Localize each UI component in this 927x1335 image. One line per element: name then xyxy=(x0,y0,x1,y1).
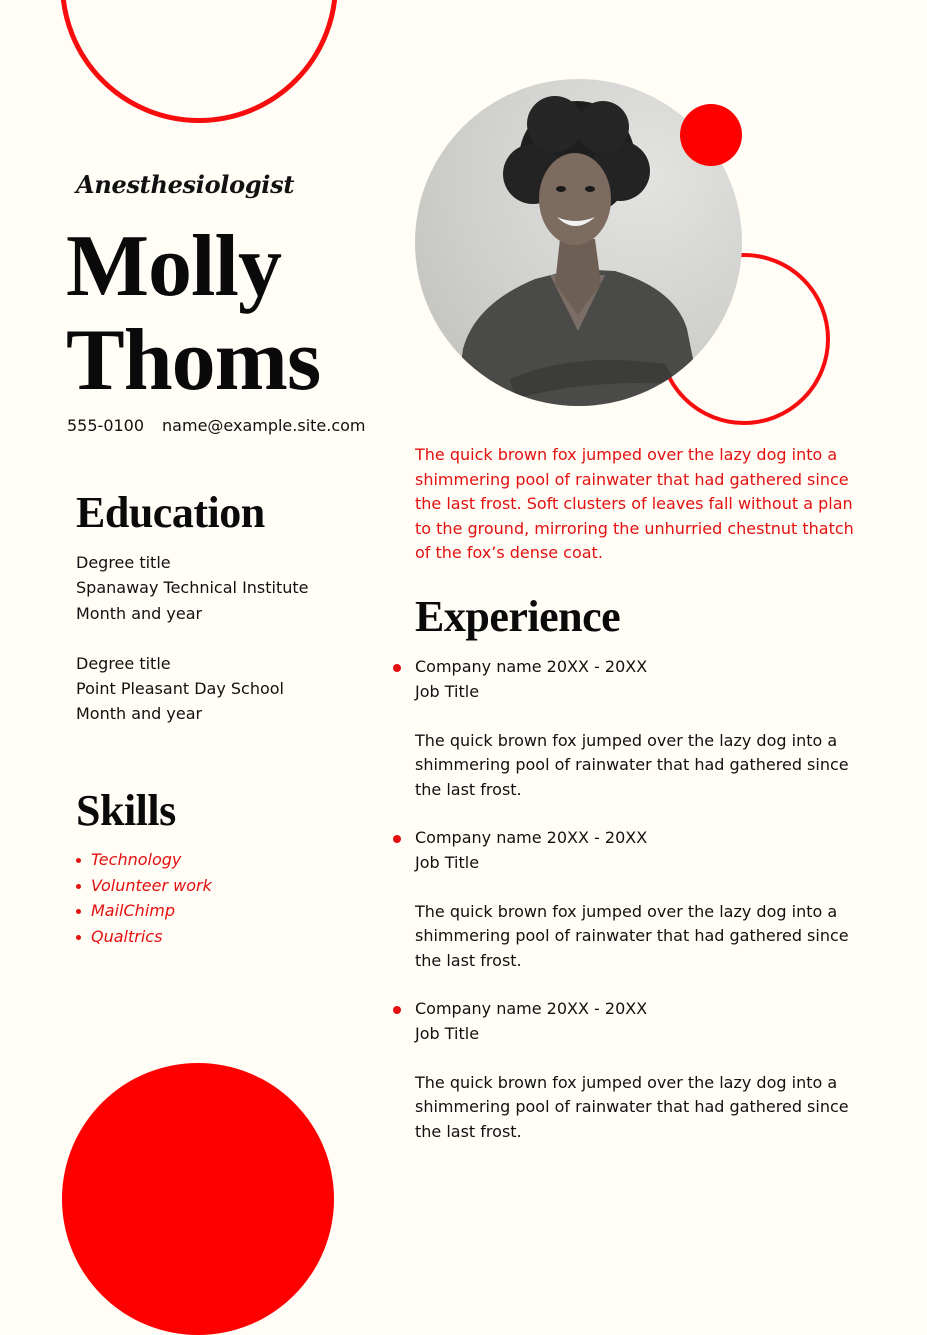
job-position: Job Title xyxy=(415,852,480,872)
email[interactable]: name@example.site.com xyxy=(162,416,366,435)
decorative-half-circle xyxy=(62,1063,334,1335)
education-entry xyxy=(76,550,366,626)
skill-label: Volunteer work xyxy=(91,875,212,895)
bullet-icon xyxy=(76,935,81,940)
job-title: Anesthesiologist xyxy=(76,170,295,199)
education-list xyxy=(76,550,366,752)
person-name xyxy=(66,220,320,408)
experience-item xyxy=(415,655,865,802)
company-dates: Company name 20XX - 20XX xyxy=(415,657,648,676)
last-name: Thoms xyxy=(66,312,321,409)
school-name: Point Pleasant Day School xyxy=(76,679,284,699)
skill-item xyxy=(76,924,212,950)
decorative-ring-top xyxy=(60,0,338,123)
bullet-icon xyxy=(393,1006,401,1014)
job-description: The quick brown fox jumped over the lazy dog into a shimmering pool of rainwater that had gathered since the last frost. xyxy=(415,730,849,799)
bullet-icon xyxy=(393,835,401,843)
school-name: Spanaway Technical Institute xyxy=(76,578,309,598)
bullet-icon xyxy=(76,909,81,914)
bullet-icon xyxy=(393,664,401,672)
degree-title: Degree title xyxy=(76,653,171,673)
education-heading: Education xyxy=(76,488,265,537)
skill-label: MailChimp xyxy=(91,901,175,920)
phone: 555-0100 xyxy=(67,416,145,435)
bullet-icon xyxy=(76,884,81,889)
education-date: Month and year xyxy=(76,704,203,724)
job-description: The quick brown fox jumped over the lazy dog into a shimmering pool of rainwater that had gathered since the last frost. xyxy=(415,901,849,970)
education-date: Month and year xyxy=(76,603,203,623)
degree-title: Degree title xyxy=(76,553,171,572)
experience-item xyxy=(415,826,865,973)
skill-item xyxy=(76,873,212,899)
experience-heading: Experience xyxy=(415,592,621,641)
bullet-icon xyxy=(76,858,81,863)
job-position: Job Title xyxy=(415,681,480,701)
experience-item xyxy=(415,997,865,1144)
company-dates: Company name 20XX - 20XX xyxy=(415,999,648,1018)
job-position: Job Title xyxy=(415,1023,480,1043)
skill-item xyxy=(76,898,212,924)
decorative-dot xyxy=(680,104,742,166)
skills-heading: Skills xyxy=(76,786,176,835)
experience-list xyxy=(415,655,865,1168)
contact-info xyxy=(67,416,366,435)
first-name: Molly xyxy=(66,218,281,315)
profile-summary: The quick brown fox jumped over the lazy dog into a shimmering pool of rainwater that had gathered since the last frost. Soft clusters of leaves fall without a plan to the ground, mirroring the unhurried chestnut thatch of the fox’s dense coat. xyxy=(415,445,854,562)
skill-label: Qualtrics xyxy=(91,926,163,946)
skill-item xyxy=(76,847,212,873)
skills-list xyxy=(76,847,212,949)
job-description: The quick brown fox jumped over the lazy dog into a shimmering pool of rainwater that had gathered since the last frost. xyxy=(415,1072,849,1141)
education-entry xyxy=(76,651,366,727)
company-dates: Company name 20XX - 20XX xyxy=(415,828,648,847)
skill-label: Technology xyxy=(91,850,182,869)
